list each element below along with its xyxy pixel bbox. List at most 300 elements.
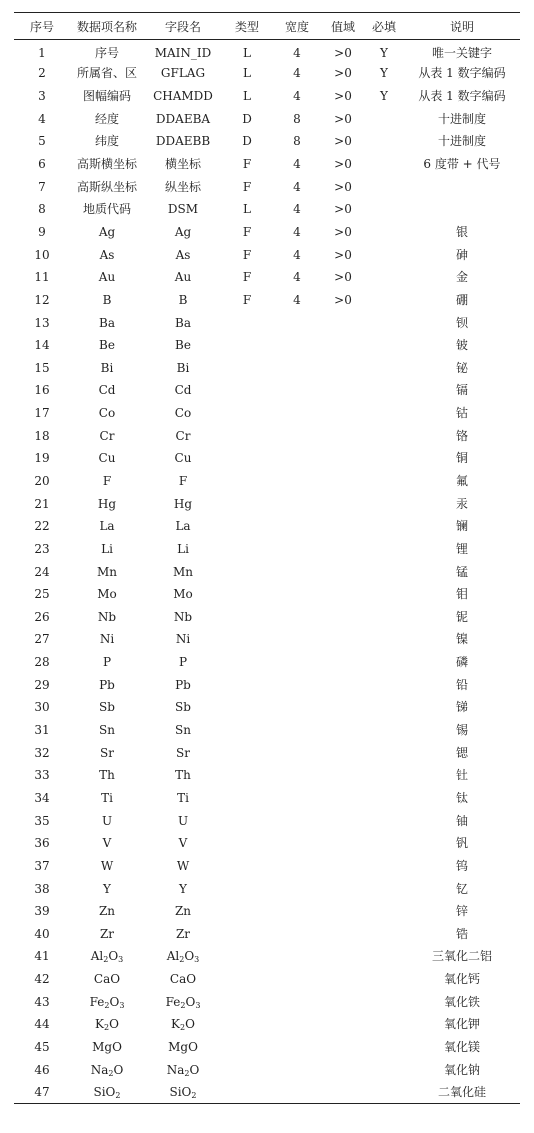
cell-required <box>364 198 404 221</box>
table-row <box>14 968 520 991</box>
cell-width <box>272 900 322 923</box>
table-row <box>14 424 520 447</box>
cell-required <box>364 1036 404 1059</box>
cell-range <box>322 470 364 493</box>
cell-type <box>222 402 272 425</box>
table-row <box>14 1081 520 1104</box>
cell-index: 18 <box>34 428 50 443</box>
cell-index: 12 <box>34 292 50 307</box>
cell-index: 16 <box>34 383 50 398</box>
cell-width <box>272 787 322 810</box>
cell-required <box>364 606 404 629</box>
cell-type <box>222 628 272 651</box>
cell-required <box>364 719 404 742</box>
cell-field-name: Nb <box>173 609 193 624</box>
cell-description: 锌 <box>455 904 468 919</box>
cell-range <box>322 492 364 515</box>
cell-width <box>272 515 322 538</box>
table-row <box>14 356 520 379</box>
table-row <box>14 85 520 108</box>
cell-range <box>322 424 364 447</box>
cell-range <box>322 606 364 629</box>
cell-type <box>222 719 272 742</box>
cell-required <box>364 787 404 810</box>
cell-range <box>322 651 364 674</box>
cell-field-name: 纵坐标 <box>164 179 201 194</box>
cell-width: 4 <box>293 292 301 307</box>
cell-field-name: Mn <box>172 564 193 579</box>
cell-index: 41 <box>34 949 50 964</box>
cell-type <box>222 922 272 945</box>
cell-required <box>364 945 404 968</box>
table-row <box>14 266 520 289</box>
cell-field-name: Ti <box>177 790 189 805</box>
header-row <box>14 13 520 40</box>
cell-field-name: Be <box>175 338 191 353</box>
cell-width <box>272 741 322 764</box>
cell-index: 36 <box>34 836 50 851</box>
table-row <box>14 153 520 176</box>
cell-range: >0 <box>334 89 352 104</box>
table-row <box>14 877 520 900</box>
cell-index: 27 <box>34 632 50 647</box>
cell-description: 锰 <box>455 564 468 579</box>
cell-description: 十进制度 <box>437 111 486 126</box>
cell-index: 38 <box>34 881 50 896</box>
cell-description: 钼 <box>455 587 468 602</box>
table-row <box>14 379 520 402</box>
table-row <box>14 922 520 945</box>
cell-field-name: Au <box>174 270 192 285</box>
cell-description: 氧化钙 <box>443 972 480 987</box>
table-row <box>14 40 520 63</box>
cell-field-name: Ba <box>175 315 191 330</box>
cell-width <box>272 311 322 334</box>
cell-range <box>322 402 364 425</box>
cell-range <box>322 1036 364 1059</box>
cell-range <box>322 900 364 923</box>
cell-description: 氟 <box>455 473 468 488</box>
cell-index: 25 <box>34 587 50 602</box>
cell-item-name: Zn <box>98 904 116 919</box>
cell-index: 45 <box>34 1040 50 1054</box>
cell-description: 砷 <box>455 247 468 262</box>
cell-type: F <box>242 157 252 172</box>
cell-type <box>222 356 272 379</box>
cell-range <box>322 538 364 561</box>
cell-type: L <box>243 46 251 61</box>
cell-item-name: Ba <box>99 315 115 330</box>
cell-type: F <box>242 179 252 194</box>
table-row <box>14 787 520 810</box>
cell-field-name: Cu <box>174 451 192 466</box>
cell-width <box>272 922 322 945</box>
cell-item-name: Cu <box>98 451 116 466</box>
cell-description: 磷 <box>455 655 468 670</box>
cell-width: 4 <box>293 202 301 217</box>
table-row <box>14 62 520 85</box>
cell-item-name: V <box>102 836 112 851</box>
cell-index: 23 <box>34 541 50 556</box>
cell-range <box>322 447 364 470</box>
cell-index: 11 <box>34 270 50 285</box>
cell-type <box>222 787 272 810</box>
cell-item-name: Au <box>98 270 116 285</box>
cell-description: 氧化铁 <box>443 994 480 1009</box>
cell-item-name: 纬度 <box>94 134 119 149</box>
cell-range <box>322 379 364 402</box>
cell-required <box>364 583 404 606</box>
cell-item-name: $Na_2O$ <box>90 1062 124 1078</box>
table-row <box>14 1058 520 1081</box>
cell-required <box>364 1058 404 1081</box>
table-row <box>14 107 520 130</box>
cell-required <box>364 628 404 651</box>
cell-index: 24 <box>34 564 50 579</box>
cell-index: 7 <box>38 179 46 194</box>
cell-range <box>322 877 364 900</box>
cell-range <box>322 741 364 764</box>
table-row <box>14 651 520 674</box>
cell-index: 3 <box>38 89 46 104</box>
cell-width: 4 <box>293 89 301 104</box>
cell-type <box>222 1013 272 1036</box>
cell-width: 8 <box>293 111 301 126</box>
table-row <box>14 1013 520 1036</box>
cell-width: 4 <box>293 270 301 285</box>
cell-required <box>364 356 404 379</box>
cell-index: 6 <box>38 157 46 172</box>
cell-field-name: Pb <box>175 677 191 692</box>
cell-item-name: CaO <box>93 972 121 987</box>
cell-item-name: 高斯纵坐标 <box>76 179 137 194</box>
cell-item-name: Pb <box>99 677 115 692</box>
cell-field-name: F <box>178 473 188 488</box>
cell-item-name: Nb <box>97 609 117 624</box>
col-header-required: 必填 <box>364 13 404 40</box>
cell-index: 31 <box>34 723 50 738</box>
cell-required <box>364 153 404 176</box>
cell-range <box>322 945 364 968</box>
table-row <box>14 289 520 312</box>
cell-range <box>322 560 364 583</box>
cell-description: 三氧化二铝 <box>431 949 492 964</box>
cell-width <box>272 651 322 674</box>
cell-type <box>222 311 272 334</box>
cell-range <box>322 696 364 719</box>
cell-required <box>364 764 404 787</box>
cell-item-name: P <box>102 655 112 670</box>
cell-type: D <box>242 134 252 149</box>
cell-field-name: Y <box>179 881 187 896</box>
cell-description: 锶 <box>455 745 468 760</box>
cell-field-name: As <box>175 247 191 262</box>
cell-required <box>364 221 404 244</box>
cell-range: >0 <box>334 46 352 61</box>
cell-index: 9 <box>38 224 46 239</box>
cell-field-name: W <box>176 858 190 873</box>
table-row <box>14 855 520 878</box>
cell-required <box>364 1081 404 1104</box>
cell-index: 42 <box>34 972 50 987</box>
cell-type <box>222 492 272 515</box>
field-table <box>14 12 520 1104</box>
cell-required <box>364 107 404 130</box>
cell-type <box>222 900 272 923</box>
cell-type <box>222 741 272 764</box>
cell-description: 铜 <box>455 451 468 466</box>
cell-required <box>364 1013 404 1036</box>
cell-description: 钒 <box>455 836 468 851</box>
cell-type <box>222 968 272 991</box>
cell-description: 唯一关键字 <box>431 46 492 61</box>
cell-required: Y <box>380 46 388 61</box>
table-row <box>14 492 520 515</box>
cell-type <box>222 945 272 968</box>
cell-type <box>222 855 272 878</box>
cell-item-name: Co <box>98 406 116 421</box>
cell-type: L <box>243 66 251 81</box>
cell-index: 47 <box>14 1081 70 1104</box>
cell-range <box>322 809 364 832</box>
cell-type <box>222 809 272 832</box>
table-row <box>14 628 520 651</box>
cell-type <box>222 560 272 583</box>
cell-index: 20 <box>34 473 50 488</box>
cell-field-name: U <box>177 813 189 828</box>
cell-description: 二氧化硅 <box>404 1081 520 1104</box>
cell-required <box>364 832 404 855</box>
cell-required <box>364 243 404 266</box>
cell-field-name: $Al_2O_3$ <box>166 949 200 965</box>
cell-description: 钇 <box>455 881 468 896</box>
table-row <box>14 719 520 742</box>
cell-required <box>364 990 404 1013</box>
cell-required <box>364 447 404 470</box>
cell-range: >0 <box>334 111 352 126</box>
cell-range <box>322 968 364 991</box>
cell-description: 铋 <box>455 360 468 375</box>
cell-item-name: Hg <box>97 496 117 511</box>
cell-item-name: Mn <box>96 564 117 579</box>
cell-width <box>272 583 322 606</box>
cell-field-name: Zn <box>174 904 192 919</box>
cell-field-name: Li <box>177 541 189 556</box>
cell-width <box>272 560 322 583</box>
cell-field-name: Cd <box>174 383 192 398</box>
col-header-description: 说明 <box>404 13 520 40</box>
cell-required <box>364 741 404 764</box>
cell-range <box>322 922 364 945</box>
cell-index: 43 <box>34 994 50 1009</box>
table-row <box>14 402 520 425</box>
cell-item-name: Mo <box>97 587 117 602</box>
cell-index: 34 <box>34 790 50 805</box>
cell-field-name: MgO <box>168 1040 198 1054</box>
cell-required <box>364 311 404 334</box>
cell-required <box>364 651 404 674</box>
cell-required <box>364 922 404 945</box>
cell-item-name: SiO$_2$ <box>70 1081 144 1104</box>
cell-width <box>272 492 322 515</box>
cell-width <box>272 447 322 470</box>
cell-required: Y <box>380 66 388 81</box>
cell-field-name: DDAEBA <box>155 111 211 126</box>
cell-description: 钍 <box>455 768 468 783</box>
cell-item-name: Be <box>99 338 115 353</box>
cell-item-name: Bi <box>100 360 114 375</box>
cell-field-name: Th <box>175 768 191 783</box>
cell-range <box>322 515 364 538</box>
cell-range: >0 <box>334 224 352 239</box>
cell-required <box>364 560 404 583</box>
cell-range: >0 <box>334 179 352 194</box>
cell-index: 2 <box>38 66 46 81</box>
table-body <box>14 40 520 1104</box>
table-row <box>14 243 520 266</box>
cell-field-name: $K_2O$ <box>171 1017 195 1033</box>
cell-description: 镉 <box>455 383 468 398</box>
cell-type <box>222 470 272 493</box>
cell-field-name: Co <box>174 406 192 421</box>
col-header-field-name: 字段名 <box>144 13 222 40</box>
cell-item-name: La <box>99 519 115 534</box>
cell-index: 13 <box>34 315 50 330</box>
cell-description: 汞 <box>455 496 468 511</box>
cell-item-name: W <box>100 858 114 873</box>
cell-range: >0 <box>334 134 352 149</box>
cell-description: 氧化镁 <box>443 1040 480 1054</box>
cell-description <box>404 175 520 198</box>
cell-description: 金 <box>455 270 468 285</box>
cell-range <box>322 673 364 696</box>
table-row <box>14 221 520 244</box>
cell-type: F <box>242 270 252 285</box>
cell-field-name: Sn <box>175 723 191 738</box>
cell-index: 30 <box>34 700 50 715</box>
cell-width: 4 <box>293 46 301 61</box>
cell-field-name: V <box>178 836 188 851</box>
table-row <box>14 447 520 470</box>
cell-field-name: Bi <box>176 360 190 375</box>
cell-index: 46 <box>34 1062 50 1077</box>
cell-field-name: GFLAG <box>160 66 206 81</box>
cell-index: 21 <box>34 496 50 511</box>
cell-item-name: Zr <box>99 926 115 941</box>
cell-width: 4 <box>293 157 301 172</box>
col-header-type: 类型 <box>222 13 272 40</box>
cell-index: 29 <box>34 677 50 692</box>
cell-type <box>222 1036 272 1059</box>
cell-width <box>272 356 322 379</box>
cell-field-name: DSM <box>167 202 199 217</box>
cell-item-name: As <box>99 247 115 262</box>
cell-required <box>364 470 404 493</box>
cell-type <box>222 877 272 900</box>
table-row <box>14 560 520 583</box>
cell-description: 6 度带 + 代号 <box>423 157 501 172</box>
table-row <box>14 832 520 855</box>
cell-required: Y <box>380 89 388 104</box>
table-row <box>14 741 520 764</box>
cell-width <box>272 696 322 719</box>
cell-item-name: Sb <box>99 700 115 715</box>
cell-description: 氧化钠 <box>443 1062 480 1077</box>
cell-type <box>222 515 272 538</box>
cell-required <box>364 379 404 402</box>
cell-description: 铅 <box>455 677 468 692</box>
cell-item-name: MgO <box>92 1040 122 1054</box>
cell-item-name: 经度 <box>94 111 119 126</box>
cell-type <box>222 424 272 447</box>
cell-description: 钴 <box>455 406 468 421</box>
cell-description: 硼 <box>455 292 468 307</box>
cell-item-name: Y <box>103 881 111 896</box>
cell-width <box>272 424 322 447</box>
cell-item-name: Sr <box>100 745 114 760</box>
cell-range: >0 <box>334 247 352 262</box>
cell-field-name: SiO$_2$ <box>144 1081 222 1104</box>
cell-item-name: 所属省、区 <box>76 66 137 81</box>
cell-field-name: Zr <box>175 926 191 941</box>
cell-field-name: P <box>178 655 188 670</box>
cell-width <box>272 470 322 493</box>
cell-width: 4 <box>293 66 301 81</box>
cell-range <box>322 787 364 810</box>
cell-item-name: $K_2O$ <box>95 1017 119 1033</box>
cell-width <box>272 1013 322 1036</box>
cell-width <box>272 945 322 968</box>
cell-item-name: 图幅编码 <box>82 89 131 104</box>
cell-description: 镧 <box>455 519 468 534</box>
cell-item-name: Ti <box>101 790 113 805</box>
cell-index: 26 <box>34 609 50 624</box>
cell-type <box>222 334 272 357</box>
cell-item-name: Cd <box>98 383 116 398</box>
cell-field-name: Hg <box>173 496 193 511</box>
table-row <box>14 311 520 334</box>
cell-item-name: Ag <box>98 224 116 239</box>
cell-index: 35 <box>34 813 50 828</box>
cell-description: 从表 1 数字编码 <box>418 66 506 81</box>
cell-item-name: 序号 <box>94 46 119 61</box>
cell-field-name: CaO <box>169 972 197 987</box>
table-row <box>14 809 520 832</box>
cell-description: 镍 <box>455 632 468 647</box>
cell-required <box>364 334 404 357</box>
cell-index: 15 <box>34 360 50 375</box>
cell-field-name: DDAEBB <box>155 134 211 149</box>
cell-type <box>222 379 272 402</box>
cell-type: F <box>242 247 252 262</box>
cell-field-name: B <box>178 292 188 307</box>
cell-index: 4 <box>38 111 46 126</box>
cell-width <box>272 968 322 991</box>
cell-type <box>222 673 272 696</box>
cell-required <box>364 492 404 515</box>
cell-required <box>364 900 404 923</box>
cell-description: 锑 <box>455 700 468 715</box>
cell-width <box>272 1036 322 1059</box>
cell-width <box>272 855 322 878</box>
cell-width <box>272 538 322 561</box>
cell-index: 17 <box>34 406 50 421</box>
cell-required <box>364 809 404 832</box>
cell-description: 银 <box>455 224 468 239</box>
cell-type <box>222 990 272 1013</box>
cell-width: 8 <box>293 134 301 149</box>
cell-description: 锂 <box>455 541 468 556</box>
